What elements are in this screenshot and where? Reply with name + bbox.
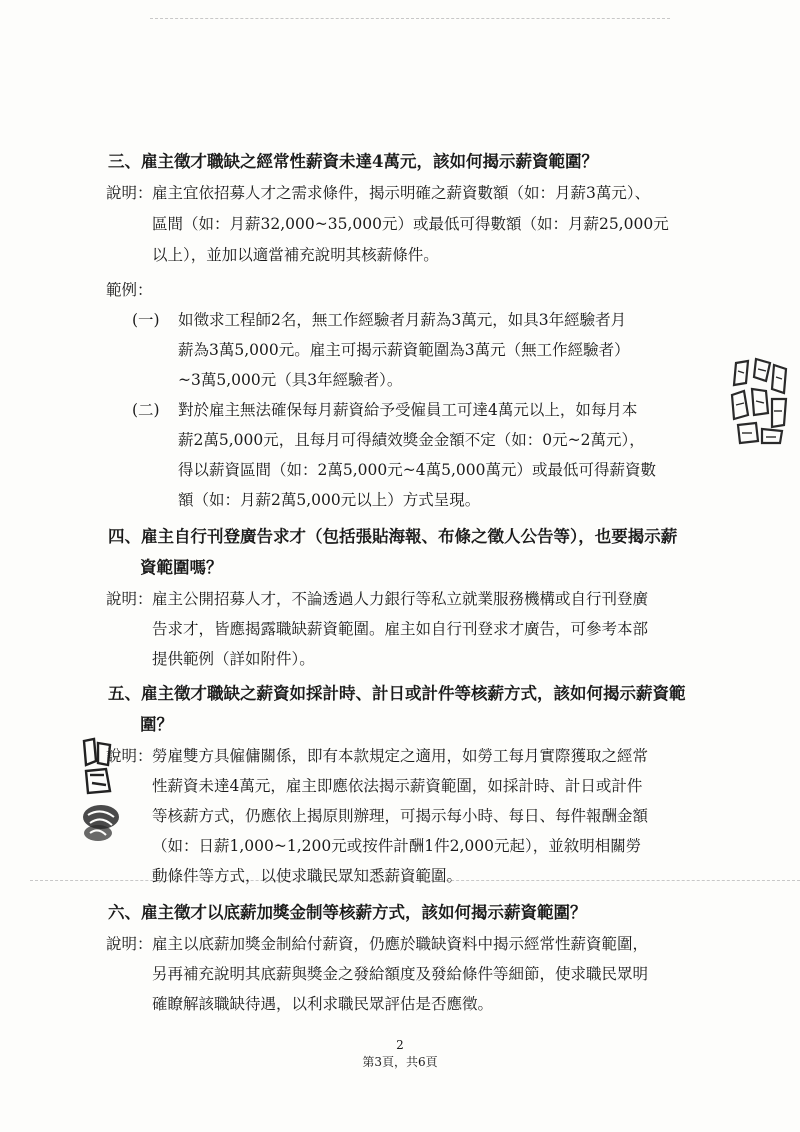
section-5-explain-line-4: （如：日薪1,000~1,200元或按件計酬1件2,000元起），並敘明相關勞 bbox=[152, 837, 642, 855]
section-3-explain-label: 說明： bbox=[106, 184, 153, 202]
section-3-heading: 三、雇主徵才職缺之經常性薪資未達4萬元，該如何揭示薪資範圍？ bbox=[108, 152, 598, 171]
scan-artifact-line-top bbox=[150, 18, 670, 19]
section-6-explain-line-1: 雇主以底薪加獎金制給付薪資，仍應於職缺資料中揭示經常性薪資範圍， bbox=[152, 935, 649, 953]
section-5-explain-line-3: 等核薪方式，仍應依上揭原則辦理，可揭示每小時、每日、每件報酬金額 bbox=[152, 807, 649, 825]
section-4-explain-line-3: 提供範例（詳如附件）。 bbox=[152, 650, 315, 668]
example-2-marker: (二) bbox=[132, 401, 160, 419]
example-1-line-3: ~3萬5,000元（具3年經驗者）。 bbox=[178, 371, 403, 389]
section-4-heading-line-1: 四、雇主自行刊登廣告求才（包括張貼海報、布條之徵人公告等），也要揭示薪 bbox=[108, 527, 678, 546]
section-6-heading: 六、雇主徵才以底薪加獎金制等核薪方式，該如何揭示薪資範圍？ bbox=[108, 903, 587, 922]
example-2-line-3: 得以薪資區間（如：2萬5,000元~4萬5,000萬元）或最低可得薪資數 bbox=[178, 461, 656, 479]
section-3-explain-line-2: 區間（如：月薪32,000~35,000元）或最低可得數額（如：月薪25,000元 bbox=[152, 215, 669, 233]
seal-stamp-left bbox=[76, 735, 126, 845]
section-5-explain-line-1: 勞雇雙方具僱傭關係，即有本款規定之適用，如勞工每月實際獲取之經常 bbox=[152, 747, 649, 765]
example-1-line-1: 如徵求工程師2名，無工作經驗者月薪為3萬元，如具3年經驗者月 bbox=[178, 311, 627, 329]
example-1-line-2: 薪為3萬5,000元。雇主可揭示薪資範圍為3萬元（無工作經驗者） bbox=[178, 341, 630, 359]
example-1-marker: (一) bbox=[132, 311, 160, 329]
section-5-explain-line-5: 動條件等方式，以使求職民眾知悉薪資範圍。 bbox=[152, 867, 463, 885]
section-5-heading-line-2: 圍？ bbox=[140, 715, 173, 734]
example-2-line-4: 額（如：月薪2萬5,000元以上）方式呈現。 bbox=[178, 491, 481, 509]
example-2-line-1: 對於雇主無法確保每月薪資給予受僱員工可達4萬元以上，如每月本 bbox=[178, 401, 638, 419]
section-3-example-label: 範例： bbox=[106, 281, 153, 299]
section-4-explain-label: 說明： bbox=[106, 590, 153, 608]
section-5-heading-line-1: 五、雇主徵才職缺之薪資如採計時、計日或計件等核薪方式，該如何揭示薪資範 bbox=[108, 684, 686, 703]
section-3-explain-line-1: 雇主宜依招募人才之需求條件，揭示明確之薪資數額（如：月薪3萬元）、 bbox=[152, 184, 651, 202]
section-6-explain-line-3: 確瞭解該職缺待遇，以利求職民眾評估是否應徵。 bbox=[152, 995, 494, 1013]
section-4-explain-line-1: 雇主公開招募人才，不論透過人力銀行等私立就業服務機構或自行刊登廣 bbox=[152, 590, 649, 608]
section-3-explain-line-3: 以上），並加以適當補充說明其核薪條件。 bbox=[152, 246, 439, 264]
seal-stamp-right bbox=[726, 355, 792, 447]
section-6-explain-line-2: 另再補充說明其底薪與獎金之發給額度及發給條件等細節，使求職民眾明 bbox=[152, 965, 649, 983]
section-5-explain-label: 說明： bbox=[106, 747, 153, 765]
example-2-line-2: 薪2萬5,000元，且每月可得績效獎金金額不定（如：0元~2萬元）， bbox=[178, 431, 645, 449]
page-of-count: 第3頁，共6頁 bbox=[362, 1055, 438, 1069]
page-number: 2 bbox=[396, 1038, 404, 1052]
section-4-explain-line-2: 告求才，皆應揭露職缺薪資範圍。雇主如自行刊登求才廣告，可參考本部 bbox=[152, 620, 649, 638]
section-4-heading-line-2: 資範圍嗎？ bbox=[140, 558, 223, 577]
section-5-explain-line-2: 性薪資未達4萬元，雇主即應依法揭示薪資範圍，如採計時、計日或計件 bbox=[152, 777, 643, 795]
section-6-explain-label: 說明： bbox=[106, 935, 153, 953]
